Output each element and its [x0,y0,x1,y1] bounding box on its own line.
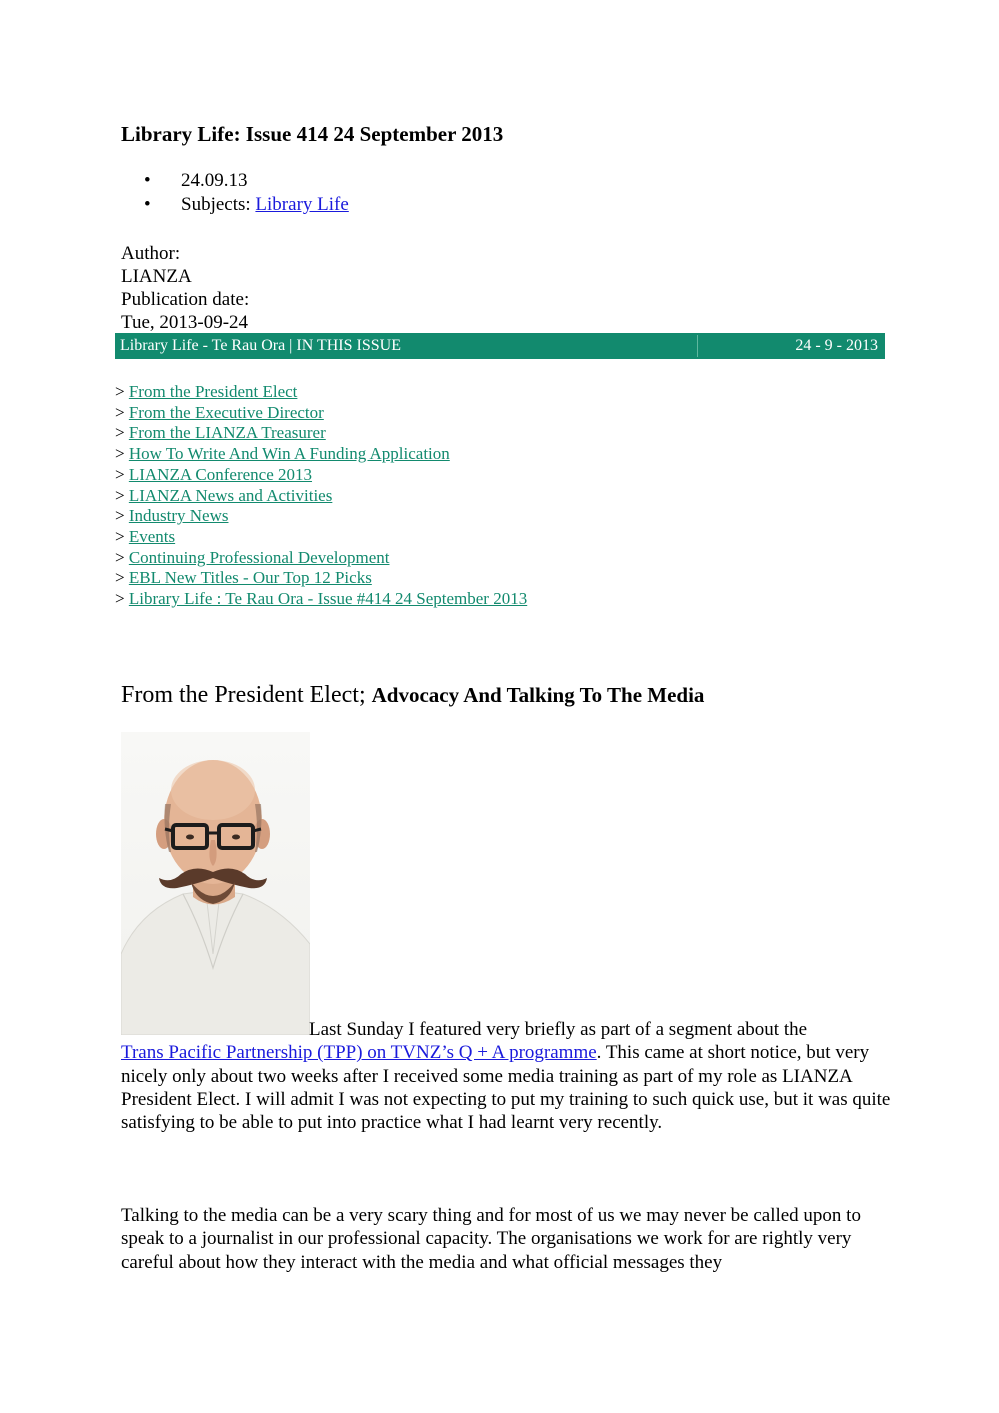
article-fields [121,242,249,334]
section-heading-regular: From the President Elect; [121,682,372,708]
meta-list [121,169,349,217]
toc-item: > How To Write And Win A Funding Application [115,444,450,464]
author-label: Author: [121,243,181,264]
toc-item: > EBL New Titles - Our Top 12 Picks [115,568,372,588]
meta-date-item [121,169,349,193]
banner-date: 24 - 9 - 2013 [795,337,878,354]
pubdate-label: Publication date: [121,289,250,310]
p1-start: Last Sunday I featured very briefly as part of a segment about the [309,1019,808,1040]
toc-link-executive-director[interactable]: From the Executive Director [128,402,324,422]
toc-item: > LIANZA News and Activities [115,485,333,505]
section-heading-bold: Advocacy And Talking To The Media [371,683,705,707]
post-date: 24.09.13 [181,170,248,191]
toc-item: > LIANZA Conference 2013 [115,464,313,484]
banner-divider [697,335,698,357]
toc-link-news-activities[interactable]: LIANZA News and Activities [128,485,333,505]
section-heading [121,680,704,710]
toc-link-conference[interactable]: LIANZA Conference 2013 [128,464,313,484]
toc-link-events[interactable]: Events [128,526,176,546]
author-value: LIANZA [121,266,192,287]
toc-link-ebl-titles[interactable]: EBL New Titles - Our Top 12 Picks [128,568,372,588]
subject-link-library-life[interactable]: Library Life [255,194,349,215]
table-of-contents [115,382,527,610]
issue-banner [115,333,885,359]
bullet-icon: • [144,170,151,191]
toc-item: > From the President Elect [115,382,298,401]
toc-item: > From the LIANZA Treasurer [115,423,326,443]
toc-link-issue-414[interactable]: Library Life : Te Rau Ora - Issue #414 24 September 2013 [128,589,528,609]
toc-item: > Events [115,526,176,546]
subjects-label: Subjects: [181,194,256,215]
toc-link-funding-application[interactable]: How To Write And Win A Funding Application [128,444,450,464]
article-paragraph-1 [121,1018,891,1134]
toc-item: > Industry News [115,506,229,526]
article-paragraph-2: Talking to the media can be a very scary thing and for most of us we may never be called upon to speak to a journalist in our professional capacity. The organisations we work for are rightly very careful about how they interact with the media and what official messages they [121,1205,861,1273]
banner-title: Library Life - Te Rau Ora | IN THIS ISSUE [120,337,401,354]
p1-rest: . This came at short notice, but very nicely only about two weeks after I received some media training as part of my role as LIANZA President Elect. I will admit I was not expecting to put my training to such quick use, but it was quite satisfying to be able to put into practice what I had learnt very recently. [121,1042,891,1134]
toc-item: > From the Executive Director [115,402,324,422]
toc-item: > Continuing Professional Development [115,547,390,567]
toc-link-president-elect[interactable]: From the President Elect [128,382,298,401]
toc-item: > Library Life : Te Rau Ora - Issue #414 24 September 2013 [115,589,528,609]
meta-subjects-item [121,193,349,217]
author-portrait [121,732,310,1035]
toc-link-industry-news[interactable]: Industry News [128,506,229,526]
page-title: Library Life: Issue 414 24 September 2013 [121,122,504,146]
pubdate-value: Tue, 2013-09-24 [121,312,249,333]
toc-link-cpd[interactable]: Continuing Professional Development [128,547,390,567]
portrait-illustration [121,732,310,1035]
tpp-programme-link[interactable]: Trans Pacific Partnership (TPP) on TVNZ’s Q + A programme [121,1042,597,1064]
toc-link-treasurer[interactable]: From the LIANZA Treasurer [128,423,326,443]
bullet-icon: • [144,194,151,215]
